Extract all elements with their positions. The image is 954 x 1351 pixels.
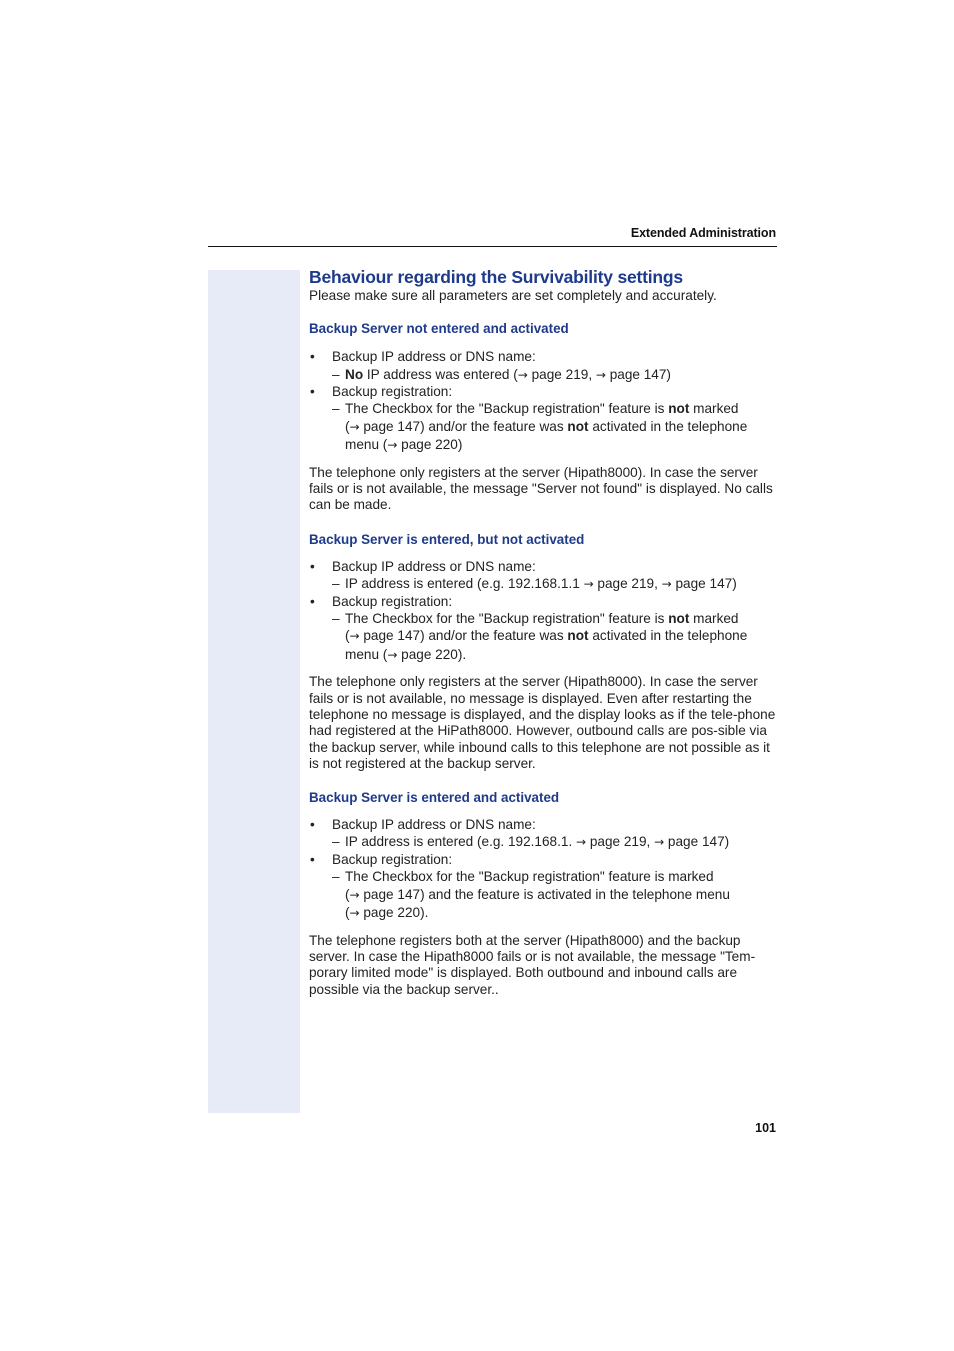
bullet-list — [309, 349, 781, 455]
dash-marker: – — [332, 869, 340, 885]
list-item — [309, 384, 781, 455]
block-heading: Backup Server is entered, but not activated — [309, 531, 585, 547]
arrow-icon: → — [576, 835, 587, 850]
sub-text: IP address is entered (e.g. 192.168.1.1 — [345, 576, 584, 592]
arrow-icon: → — [349, 887, 360, 902]
page-ref: page 220). — [397, 646, 467, 662]
sub-text: The Checkbox for the "Backup registration" feature is — [345, 610, 669, 626]
sub-text: The Checkbox for the "Backup registration" feature is marked — [345, 869, 714, 885]
bullet-label: Backup registration: — [332, 384, 453, 400]
page-ref: page 147) and/or the feature was — [359, 628, 568, 644]
page-number: 101 — [755, 1121, 776, 1135]
block-heading: Backup Server is entered and activated — [309, 790, 560, 806]
dash-marker: – — [332, 401, 340, 417]
sub-text: menu ( — [345, 646, 388, 662]
page-ref: page 147) and/or the feature was — [359, 418, 568, 434]
arrow-icon: → — [583, 577, 594, 592]
block-paragraph: The telephone registers both at the server (Hipath8000) and the backup server. In case the Hipath8000 fails or is not available, the message "Tem-porary limited mode" is displayed. Both outbound and inbound calls are possible via the backup server.. — [309, 932, 756, 997]
list-item — [309, 559, 781, 594]
intro-paragraph: Please make sure all parameters are set completely and accurately. — [309, 288, 717, 303]
list-item — [309, 852, 781, 923]
sub-text: The Checkbox for the "Backup registration" feature is — [345, 401, 669, 417]
sub-item — [309, 610, 781, 665]
sub-text: activated in the telephone — [588, 628, 748, 644]
sub-text: IP address was entered ( — [363, 366, 518, 382]
dash-marker: – — [332, 366, 340, 382]
block-entered-not-activated — [309, 532, 781, 772]
block-paragraph: The telephone only registers at the server (Hipath8000). In case the server fails or is not available, no message is displayed. Even after restarting the telephone no message is displayed, and the display looks as if the tele-phone had registered at the HiPath8000. However, outbound calls are pos-sible via the backup server, while inbound calls to this telephone are not possible as it is not registered at the backup server. — [309, 674, 776, 771]
bullet-label: Backup IP address or DNS name: — [332, 558, 536, 574]
page-ref: page 147) — [605, 366, 671, 382]
margin-sidebar — [208, 270, 300, 1113]
sub-item — [309, 366, 781, 385]
arrow-icon: → — [654, 835, 665, 850]
bold-text: not — [567, 418, 589, 434]
page-ref: page 219, — [593, 576, 662, 592]
list-item — [309, 594, 781, 665]
dash-marker: – — [332, 834, 340, 850]
bullet-label: Backup IP address or DNS name: — [332, 817, 536, 833]
sub-text: marked — [689, 401, 739, 417]
bullet-label: Backup IP address or DNS name: — [332, 349, 536, 365]
arrow-icon: → — [387, 438, 398, 453]
bold-text: No — [345, 366, 364, 382]
section-title: Behaviour regarding the Survivability settings — [309, 267, 683, 287]
arrow-icon: → — [595, 367, 606, 382]
bullet-list — [309, 559, 781, 665]
bold-text: not — [668, 610, 690, 626]
sub-text: ( — [345, 905, 350, 921]
sub-text: ( — [345, 628, 350, 644]
running-header: Extended Administration — [630, 226, 776, 240]
sub-text: IP address is entered (e.g. 192.168.1. — [345, 834, 576, 850]
arrow-icon: → — [661, 577, 672, 592]
page-ref: page 219, — [527, 366, 596, 382]
sub-item — [309, 868, 781, 923]
page-ref: page 220) — [397, 437, 463, 453]
dash-marker: – — [332, 576, 340, 592]
arrow-icon: → — [387, 647, 398, 662]
sub-item — [309, 833, 781, 852]
page-ref: page 147) — [664, 834, 730, 850]
arrow-icon: → — [349, 906, 360, 921]
sub-item — [309, 400, 781, 455]
page-ref: page 147) and the feature is activated in the telephone menu — [359, 886, 730, 902]
sub-text: marked — [689, 610, 739, 626]
sub-text: ( — [345, 886, 350, 902]
bold-text: not — [567, 628, 589, 644]
arrow-icon: → — [349, 419, 360, 434]
main-content — [309, 266, 781, 998]
block-not-entered — [309, 321, 781, 513]
block-entered-activated — [309, 790, 781, 998]
arrow-icon: → — [349, 629, 360, 644]
list-item — [309, 349, 781, 384]
block-heading: Backup Server not entered and activated — [309, 321, 569, 337]
bullet-label: Backup registration: — [332, 593, 453, 609]
page-ref: page 219, — [586, 834, 655, 850]
dash-marker: – — [332, 610, 340, 626]
sub-item — [309, 575, 781, 594]
sub-text: menu ( — [345, 437, 388, 453]
bullet-label: Backup registration: — [332, 851, 453, 867]
header-divider — [208, 246, 777, 247]
bullet-list — [309, 817, 781, 923]
list-item — [309, 817, 781, 852]
block-paragraph: The telephone only registers at the server (Hipath8000). In case the server fails or is not available, the message "Server not found" is displayed. No calls can be made. — [309, 464, 773, 513]
page-ref: page 147) — [671, 576, 737, 592]
sub-text: activated in the telephone — [588, 418, 748, 434]
bold-text: not — [668, 401, 690, 417]
sub-text: ( — [345, 418, 350, 434]
page-ref: page 220). — [359, 905, 429, 921]
arrow-icon: → — [517, 367, 528, 382]
